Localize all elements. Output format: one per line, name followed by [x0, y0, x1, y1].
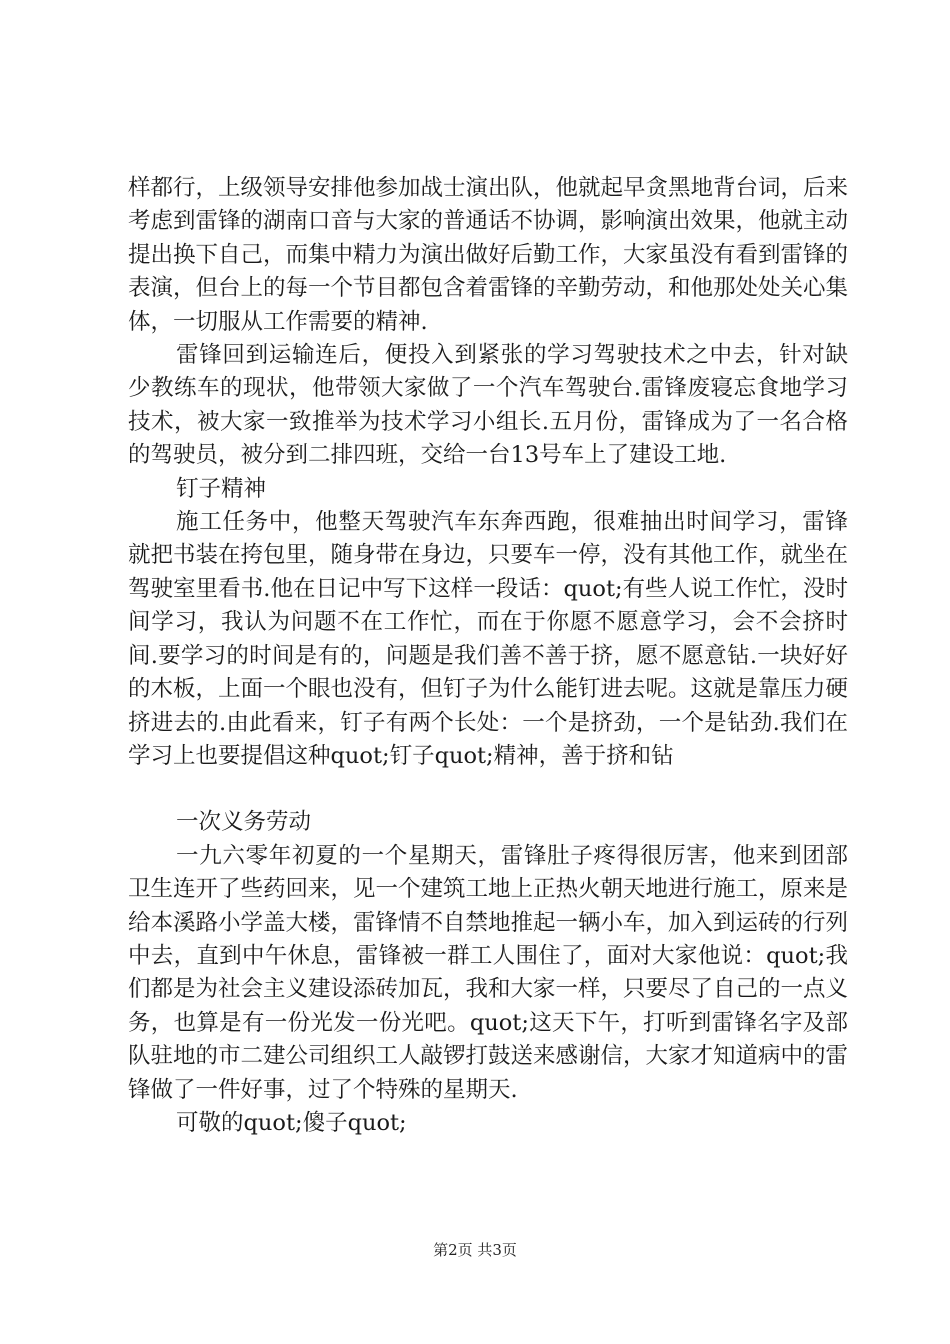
paragraph-gap: [128, 773, 848, 806]
section-heading-nail-spirit: 钉子精神: [176, 475, 267, 502]
section-heading-voluntary-labor: 一次义务劳动: [176, 809, 312, 836]
paragraph-voluntary-labor: 一九六零年初夏的一个星期天，雷锋肚子疼得很厉害，他来到团部卫生连开了些药回来，见一个建筑工地上正热火朝天地进行施工，原来是给本溪路小学盖大楼，雷锋情不自禁地推起一辆小车，加入到运砖的行列中去，直到中午休息，雷锋被一群工人围住了，面对大家他说：quot;我们都是为社会主义建设添砖加瓦，我和大家一样，只要尽了自己的一点义务，也算是有一份光发一份光吧。quot;这天下午，打听到雷锋名字及部队驻地的市二建公司组织工人敲锣打鼓送来感谢信，大家才知道病中的雷锋做了一件好事，过了个特殊的星期天.: [128, 842, 849, 1103]
section-heading-respectable-fool: 可敬的quot;傻子quot;: [176, 1109, 407, 1136]
paragraph-nail-spirit: 施工任务中，他整天驾驶汽车东奔西跑，很难抽出时间学习，雷锋就把书装在挎包里，随身带在身边，只要车一停，没有其他工作，就坐在驾驶室里看书.他在日记中写下这样一段话：quot;有些人说工作忙，没时间学习，我认为问题不在工作忙，而在于你愿不愿意学习，会不会挤时间.要学习的时间是有的，问题是我们善不善于挤，愿不愿意钻.一块好好的木板，上面一个眼也没有，但钉子为什么能钉进去呢。这就是靠压力硬挤进去的.由此看来，钉子有两个长处：一个是挤劲，一个是钻劲.我们在学习上也要提倡这种quot;钉子quot;精神，善于挤和钻: [128, 509, 849, 769]
paragraph-continuation: 样都行，上级领导安排他参加战士演出队，他就起早贪黑地背台词，后来考虑到雷锋的湖南口音与大家的普通话不协调，影响演出效果，他就主动提出换下自己，而集中精力为演出做好后勤工作，大家虽没有看到雷锋的表演，但台上的每一个节目都包含着雷锋的辛勤劳动，和他那处处关心集体，一切服从工作需要的精神.: [128, 175, 849, 335]
document-body: [128, 172, 848, 1140]
paragraph-driving-training: 雷锋回到运输连后，便投入到紧张的学习驾驶技术之中去，针对缺少教练车的现状，他带领大家做了一个汽车驾驶台.雷锋废寝忘食地学习技术，被大家一致推举为技术学习小组长.五月份，雷锋成为了一名合格的驾驶员，被分到二排四班，交给一台13号车上了建设工地.: [128, 342, 848, 469]
page-footer: 第2页 共3页: [433, 1241, 517, 1259]
